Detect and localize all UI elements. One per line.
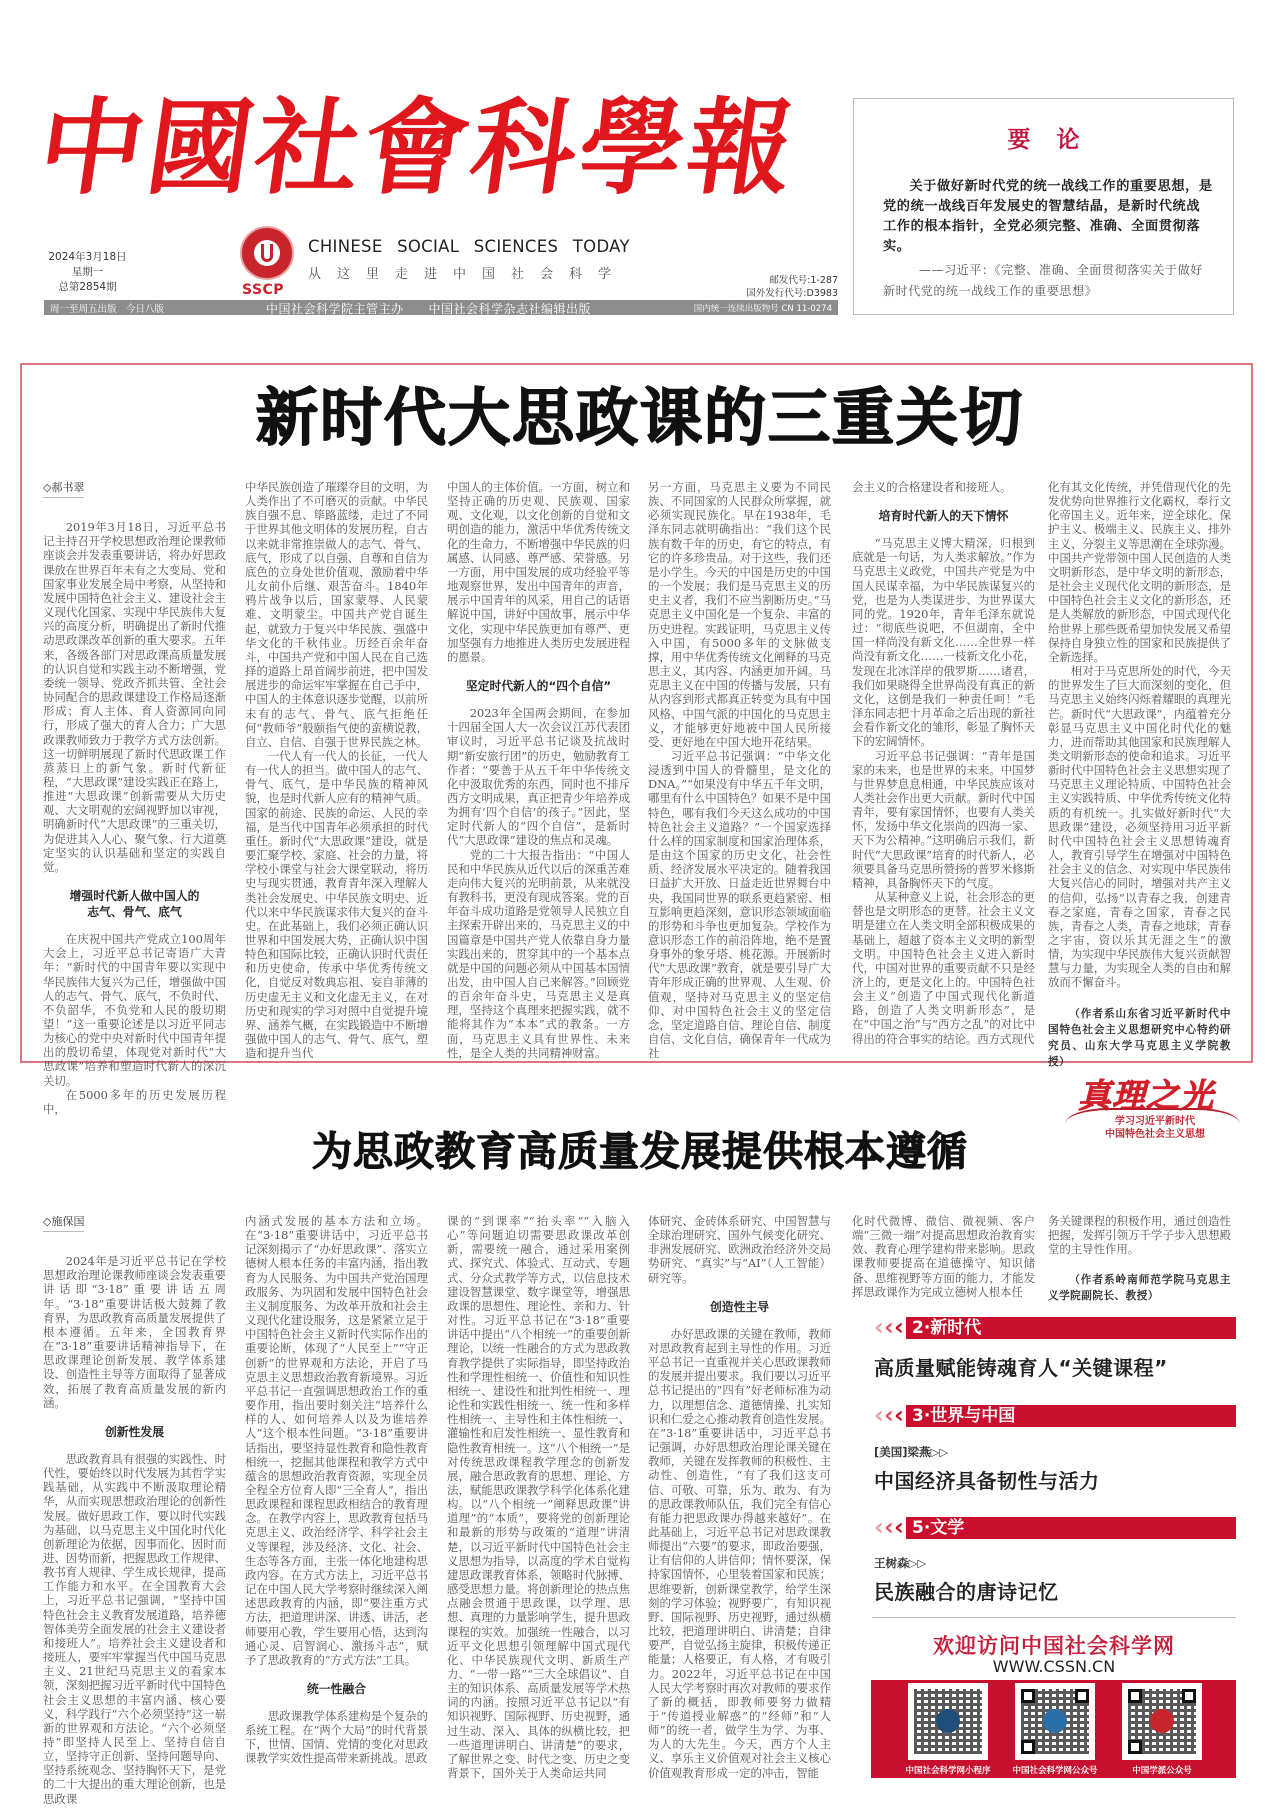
section-headline-link[interactable]: 民族融合的唐诗记忆	[874, 1580, 1059, 1604]
section-label: 5·文学	[912, 1518, 965, 1538]
publish-schedule: 周一至周五出版 今日八版	[50, 304, 165, 315]
qr-code-band	[871, 1680, 1236, 1778]
article-column	[245, 480, 428, 1060]
paragraph: 化时代微博、微信、微视频、客户端“三微一端”对提高思想政治教育实效、教育心理学建构带来影响。思政课教师要提高在道德操守、知识储备、思维视野等方面的能力，才能发挥思政课作为完成立德树人根本任	[852, 1214, 1035, 1299]
sscp-label: SSCP	[242, 282, 285, 298]
section-subheading: 统一性融合	[307, 1682, 366, 1696]
paragraph: 2024年是习近平总书记在学校思想政治理论课教师座谈会发表重要讲话即“3·18”重要讲话五周年。“3·18”重要讲话极大鼓舞了教育界，为思政教育高质量发展提供了根本遵循。五年来，全国教育界在“3·18”重要讲话精神指导下，在思政课理论创新发展、教学体系建设、创造性主导等方面取得了显著成效，拓展了教育高质量发展的新内涵。	[43, 1254, 226, 1410]
section-subheading: 增强时代新人做中国人的 志气、骨气、底气	[69, 889, 200, 920]
overseas-code: 国外发行代号:D3983	[746, 288, 838, 299]
article-column	[245, 1214, 428, 1766]
section-author: 王树森▷▷	[874, 1556, 927, 1570]
paragraph: 思政课教学体系建构是个复杂的系统工程。在“两个大局”的时代背景下，世情、国情、党情的变化对思政课教学实效性提高带来新挑战。思政	[245, 1709, 428, 1766]
article-column	[648, 480, 831, 1060]
lead-article-headline[interactable]: 新时代大思政课的三重关切	[255, 381, 1024, 454]
article-column	[43, 480, 226, 1116]
key-quote-title: 要论	[1007, 127, 1106, 153]
qr-code-label: 中国社会科学网小程序	[905, 1766, 991, 1776]
paragraph: 务关键课程的积极作用，通过创造性把握，发挥引领万千学子步入思想殿堂的主导性作用。	[1048, 1214, 1231, 1257]
qr-code[interactable]	[1122, 1683, 1202, 1760]
paragraph: “马克思主义博大精深，归根到底就是一句话，为人类求解放。”作为马克思主义政党，中国共产党是为中国人民谋幸福，为中华民族谋复兴的党，也是为人类谋进步、为世界谋大同的党。1920年，青年毛泽东就说过：“彻底些说吧，不但湖南，全中国一样尚没有新文化……全世界一样尚没有新文化……一枝新文化小花，发现在北冰洋岸的俄罗斯……诸君，我们如果晓得全世界尚没有真正的新文化，这倒是我们一种责任呵！”毛泽东同志把十月革命之后出现的新社会看作新文化的雏形，彰显了胸怀天下的宏阔情怀。	[852, 536, 1035, 749]
publisher-bar	[44, 300, 838, 315]
paragraph: 在庆祝中国共产党成立100周年大会上，习近平总书记寄语广大青年：“新时代的中国青年要以实现中华民族伟大复兴为己任，增强做中国人的志气、骨气、底气，不负时代、不负韶华，不负党和人民的殷切期望！”这一重要论述是以习近平同志为核心的党中央对新时代中国青年提出的殷切希望，体现党对新时代“大思政课”培养和塑造时代新人的深沉关切。	[43, 932, 226, 1088]
section-banner[interactable]	[872, 1401, 1236, 1429]
double-chevron-left-icon: ‹ ‹ ‹	[872, 1405, 906, 1427]
double-chevron-left-icon: ‹ ‹ ‹	[872, 1517, 906, 1539]
article-column	[648, 1214, 831, 1780]
qr-code-label: 中国社会科学网公众号	[1012, 1766, 1098, 1776]
section-subheading: 创造性主导	[710, 1299, 769, 1314]
paragraph: 内涵式发展的基本方法和立场。在“3·18”重要讲话中，习近平总书记深刻揭示了“办好思政课”、落实立德树人根本任务的丰富内涵，指出教育为人民服务、为中国共产党治国理政服务、为巩固和发展中国特色社会主义制度服务、为改革开放和社会主义现代化建设服务，这是紧紧立足于中国特色社会主义新时代实际作出的重要论断，体现了“人民至上”“守正创新”的世界观和方法论，开启了马克思主义思想政治教育新境界。习近平总书记一直强调思想政治工作的重要作用，指出要时刻关注“培养什么样的人、如何培养人以及为谁培养人”这个根本性问题。“3·18”重要讲话指出，要坚持显性教育和隐性教育相统一，挖掘其他课程和教学方式中蕴含的思想政治教育资源，实现全员全程全方位育人即“三全育人”，指出思政课程和课程思政相结合的教育理念。在教学内容上，思政教育包括马克思主义、政治经济学、科学社会主义等课程，涉及经济、文化、社会、生态等各方面，主张一体化地建构思政内容。在方式方法上，习近平总书记在中国人民大学考察时继续深入阐述思政教育的内涵，即“要注重方式方法，把道理讲深、讲透、讲活，老师要用心教，学生要用心悟，达到沟通心灵、启智润心、激扬斗志”，赋予了思政教育的“方式方法”工具。	[245, 1214, 428, 1667]
section-author: [美国]梁燕▷▷	[874, 1445, 949, 1459]
english-title: CHINESE SOCIAL SCIENCES TODAY	[308, 237, 630, 256]
website-url[interactable]: WWW.CSSN.CN	[992, 1657, 1116, 1676]
paragraph: 2019年3月18日，习近平总书记主持召开学校思想政治理论课教师座谈会并发表重要讲话，将办好思政课放在世界百年未有之大变局、党和国家事业发展全局中考察，从坚持和发展中国特色社会主义、建设社会主义现代化国家、实现中华民族伟大复兴的高度分析，明确提出了新时代推动思政课改革创新的重大要求。五年来，各级各部门对思政课高质量发展的认识自觉和实践主动不断增强，党委统一领导、党政齐抓共管、全社会协同配合的思政课建设工作格局逐渐形成；育人主体、育人资源同向同行，形成了强大的育人合力；广大思政课教师致力于教学方式方法创新。这一切鲜明展现了新时代思政课工作蒸蒸日上的新气象。新时代新征程，“大思政课”建设实践正在路上，推进“大思政课”创新需要从大历史观、大文明观的宏阔视野加以审视，明确新时代“大思政课”的三重关切，为促进其入人心、聚气象、行大道奠定坚实的认识基础和坚定的实践自觉。	[43, 520, 226, 874]
qr-code-label: 中国学派公众号	[1132, 1766, 1192, 1776]
second-article-headline[interactable]: 为思政教育高质量发展提供根本遵循	[312, 1129, 968, 1175]
paragraph: 在5000多年的历史发展历程中，	[43, 1087, 226, 1116]
slogan: 从这里走进中国社会科学	[308, 267, 628, 282]
subtitle-line: 中国特色社会主义思想	[1105, 1129, 1205, 1140]
postal-codes	[746, 274, 838, 300]
article-column	[447, 480, 630, 1060]
issue-date-block	[40, 250, 135, 295]
qr-code[interactable]	[1015, 1683, 1095, 1760]
section-headline-link[interactable]: 高质量赋能铸魂育人“关键课程”	[874, 1356, 1168, 1380]
article-column	[852, 1214, 1035, 1299]
column-brand-title: 真理之光	[1078, 1076, 1214, 1115]
section-banner[interactable]	[872, 1313, 1236, 1341]
author-note: （作者系岭南师范学院马克思主义学院副院长、教授）	[1048, 1274, 1231, 1303]
paragraph: 办好思政课的关键在教师，教师对思政教育起到主导性的作用。习近平总书记一直重视并关心思政课教师的发展并提出要求。我们要以习近平总书记提出的“四有”好老师标准为动力，以理想信念、道德情操、扎实知识和仁爱之心推动教育创造性发展。在“3·18”重要讲话中，习近平总书记强调，办好思想政治理论课关键在教师，关键在发挥教师的积极性、主动性、创造性，“有了我们这支可信、可敬、可靠，乐为、敢为、有为的思政课教师队伍，我们完全有信心有能力把思政课办得越来越好”。在此基础上，习近平总书记对思政课教师提出“六要”的要求，即政治要强，让有信仰的人讲信仰；情怀要深，保持家国情怀，心里装着国家和民族；思维要新，创新课堂教学，给学生深刻的学习体验；视野要广，有知识视野、国际视野、历史视野，通过纵横比较，把道理讲明白、讲清楚；自律要严，自觉弘扬主旋律，积极传递正能量；人格要正，有人格，才有吸引力。2022年，习近平总书记在中国人民大学考察时再次对教师的要求作了新的概括，即教师要努力做精于“传道授业解惑”的“经师”和“人师”的统一者，做学生为学、为事、为人的大先生。今天，西方个人主义、享乐主义价值观对社会主义核心价值观教育形成一定的冲击，智能	[648, 1326, 831, 1780]
paragraph: 中国人的主体价值。一方面，树立和坚持正确的历史观、民族观、国家观、文化观，以文化创新的自觉和文明创造的能力，激活中华优秀传统文化的生命力，不断增强中华民族的归属感、认同感、尊严感、荣誉感。另一方面，用中国发展的成功经验平等地观察世界，发出中国青年的声音，展示中国青年的风采，用自己的话语解说中国，讲好中国故事，展示中华文化，实现中华民族更加有尊严、更加坚强有力地推进人类历史发展进程的愿景。	[447, 480, 630, 664]
paragraph: 习近平总书记强调：“青年是国家的未来，也是世界的未来。中国梦与世界梦息息相通，中华民族应该对人类社会作出更大贡献。新时代中国青年，要有家国情怀，也要有人类关怀，发扬中华文化崇尚的四海一家、天下为公精神。”这明确启示我们，新时代“大思政课”培育的时代新人，必须要具备马克思所赞扬的普罗米修斯精神，具备胸怀天下的气度。	[852, 748, 1035, 890]
publisher-info: 中国社会科学院主管主办 中国社会科学杂志社编辑出版	[266, 302, 592, 316]
paragraph: 习近平总书记强调：“中华文化浸透到中国人的骨髓里，是文化的DNA。”“如果没有中华五千年文明，哪里有什么中国特色？如果不是中国特色，哪有我们今天这么成功的中国特色社会主义道路？”一个国家选择什么样的国家制度和国家治理体系，是由这个国家的历史文化、社会性质、经济发展水平决定的。随着我国日益扩大开放、日益走近世界舞台中央，我国同世界的联系更趋紧密、相互影响更趋深刻，意识形态领域面临的形势和斗争也更加复杂。学校作为意识形态工作的前沿阵地，绝不是置身事外的象牙塔、桃花源。开展新时代“大思政课”教育，就是要引导广大青年形成正确的世界观、人生观、价值观，坚持对马克思主义的坚定信仰、对中国特色社会主义的坚定信念，坚定道路自信、理论自信、制度自信、文化自信，确保青年一代成为社	[648, 748, 831, 1061]
divider	[872, 1617, 1236, 1618]
section-subheading: 坚定时代新人的“四个自信”	[465, 679, 612, 694]
issue-date: 2024年3月18日	[48, 251, 127, 263]
postal-code: 邮发代号:1-287	[769, 275, 838, 286]
qr-code[interactable]	[908, 1683, 988, 1760]
section-banner[interactable]	[872, 1513, 1236, 1541]
subtitle-line: 学习习近平新时代	[1115, 1116, 1195, 1127]
key-quote-source: ——习近平：《完整、准确、全面贯彻落实关于做好新时代党的统一战线工作的重要思想》	[883, 263, 1203, 298]
author-note: （作者系山东省习近平新时代中国特色社会主义思想研究中心特约研究员、山东大学马克思主义学院教授）	[1048, 1007, 1231, 1068]
article-column	[1048, 1214, 1231, 1304]
key-quote-box	[853, 98, 1234, 315]
section-subheading: 创新性发展	[105, 1424, 164, 1439]
paragraph: 思政教育具有很强的实践性、时代性，要始终以时代发展为其哲学实践基础，从实践中不断汲取理论精华，从而实现思想政治理论的创新性发展。做好思政工作，要以时代实践为基础，以马克思主义中国化时代化创新理论为依据，因事而化、因时而进、因势而新，把握思政工作规律、教书育人规律、学生成长规律，提高工作能力和水平。在全国教育大会上，习近平总书记强调，“坚持中国特色社会主义教育发展道路，培养德智体美劳全面发展的社会主义建设者和接班人”。培养社会主义建设者和接班人，要牢牢掌握当代中国马克思主义、21世纪马克思主义的看家本领，深刻把握习近平新时代中国特色社会主义思想的丰富内涵、核心要义，科学践行“六个必须坚持”这一崭新的世界观和方法论。“六个必须坚持”即坚持人民至上、坚持自信自立，坚持守正创新、坚持问题导向、坚持系统观念、坚持胸怀天下，是党的二十大提出的重大理论创新，也是思政课	[43, 1451, 226, 1806]
issue-number: 总第2854期	[58, 281, 117, 293]
paragraph: 体研究、金砖体系研究、中国智慧与全球治理研究、国外气候变化研究、非洲发展研究、欧洲政治经济外交局势研究、“真实”与“AI”（人工智能）研究等。	[648, 1214, 831, 1285]
paragraph: 中华民族创造了璀璨夺目的文明，为人类作出了不可磨灭的贡献。中华民族自强不息、筚路蓝缕，走过了不同于世界其他文明体的发展历程，自古以来就非常推崇做人的志气、骨气、底气，形成了以自强、自尊和自信为底色的立身处世价值观，激励着中华儿女前仆后继、艰苦奋斗。1840年鸦片战争以后，国家蒙辱、人民蒙难、文明蒙尘。中国共产党自诞生起，就致力于复兴中华民族、强盛中华文化的千秋伟业。历经百余年奋斗，中国共产党和中国人民在自己选择的道路上昂首阔步前进，把中国发展进步的命运牢牢掌握在自己手中，中国人的主体意识逐步觉醒，以前所未有的志气、骨气、底气拒绝任何“教师爷”般颐指气使的蛮横说教，自立、自信、自强于世界民族之林。	[245, 480, 428, 749]
section-label: 3·世界与中国	[912, 1406, 1016, 1426]
article-column	[43, 1214, 226, 1806]
issue-weekday: 星期一	[71, 266, 104, 278]
paragraph: 2023年全国两会期间，在参加十四届全国人大一次会议江苏代表团审议时，习近平总书记谈及抗战时期“新安旅行团”的历史，勉励教育工作者：“要善于从五千年中华传统文化中汲取优秀的东西，同时也不排斥西方文明成果，真正把青少年培养成为拥有‘四个自信’的孩子。”因此，坚定时代新人的“四个自信”，是新时代“大思政课”建设的焦点和灵魂。	[447, 706, 630, 848]
paragraph: 会主义的合格建设者和接班人。	[852, 480, 1012, 494]
article-column	[1048, 480, 1231, 1070]
paragraph: 从某种意义上说，社会形态的更替也是文明形态的更替。社会主义文明是建立在人类文明全部积极成果的基础上，超越了资本主义文明的新型文明。中国特色社会主义进入新时代，中国对世界的重要贡献不只是经济上的，更是文化上的。中国特色社会主义“创造了中国式现代化新道路，创造了人类文明新形态”，是在“中国之治”与“西方之乱”的对比中得出的符合事实的结论。西方式现代	[852, 890, 1035, 1046]
section-label: 2·新时代	[912, 1318, 982, 1338]
paragraph: 课的“到课率”“抬头率”“入脑入心”等问题迫切需要思政课改革创新，需要统一融合，通过采用案例式、探究式、体验式、互动式、专题式、分众式教学等方式，以信息技术建设智慧课堂、数字课堂等，增强思政课的思想性、理论性、亲和力、针对性。习近平总书记在“3·18”重要讲话中提出“八个相统一”的重要创新理论，以统一性融合的方式为思政教育教学提供了实际指导，即坚持政治性和学理性相统一、价值性和知识性相统一、建设性和批判性相统一、理论性和实践性相统一、统一性和多样性相统一、主导性和主体性相统一、灌输性和启发性相统一、显性教育和隐性教育相统一。这“八个相统一”是对传统思政课程教学理念的创新发展，融合思政教育的思想、理论、方法，赋能思政课教学科学化体系化建构。以“八个相统一”阐释思政课“讲道理”的“本质”，要将党的创新理论和最新的形势与政策的“道理”讲清楚，以习近平新时代中国特色社会主义思想为指导，以高度的学术自觉构建思政课教育体系，领略时代脉搏、感受思想力量。将创新理论的热点焦点融会贯通于思政课，以学理、思想、真理的力量影响学生，提升思政课程的实效。加强统一性融合，以习近平文化思想引领理解中国式现代化、中华民族现代文明、新质生产力、“一带一路”“三大全球倡议”、自主的知识体系、高质量发展等学术热词的内涵。按照习近平总书记以“有知识视野、国际视野、历史视野，通过生动、深入、具体的纵横比较，把一些道理讲明白、讲清楚”的要求，了解世界之变、时代之变、历史之变背景下，国外关于人类命运共同	[447, 1214, 630, 1781]
sscp-seal-icon	[240, 226, 294, 280]
website-promo: 欢迎访问中国社会科学网	[933, 1634, 1175, 1658]
newspaper-logo: 中國社會科學報	[31, 86, 805, 209]
paragraph: 党的二十大报告指出：“中国人民和中华民族从近代以后的深重苦难走向伟大复兴的光明前景，从来就没有教科书，更没有现成答案。党的百年奋斗成功道路是党领导人民独立自主探索开辟出来的，马克思主义的中国篇章是中国共产党人依靠自身力量实践出来的，贯穿其中的一个基本点就是中国的问题必须从中国基本国情出发，由中国人自己来解答。”回顾党的百余年奋斗史，马克思主义是真理，坚持这个真理来把握实践，就不能将其作为“本本”式的教条。一方面，马克思主义具有世界性、未来性，是全人类的共同精神财富。	[447, 847, 630, 1060]
paragraph: 化有其文化传统，并凭借现代化的先发优势向世界推行文化霸权，奉行文化帝国主义。近年来，逆全球化、保护主义、极端主义、民族主义、排外主义、分裂主义等思潮在全球弥漫。中国共产党带领中国人民创造的人类文明新形态，是中华文明的新形态，是社会主义现代化文明的新形态，是中国特色社会主义文化的新形态，还是人类解放的新形态，中国式现代化给世界上那些既希望加快发展又希望保持自身独立性的国家和民族提供了全新选择。	[1048, 480, 1231, 664]
double-chevron-left-icon: ‹ ‹ ‹	[872, 1317, 906, 1339]
section-subheading: 培育时代新人的天下情怀	[878, 509, 1009, 524]
paragraph: 一代人有一代人的长征，一代人有一代人的担当。做中国人的志气、骨气、底气，是中华民族的精神风貌，也是时代新人应有的精神气质。国家的前途、民族的命运、人民的幸福，是当代中国青年必须承担的时代重任。新时代“大思政课”建设，就是要汇聚学校、家庭、社会的力量，将学校小课堂与社会大课堂联动，将历史与现实贯通，教育青年深入理解人类社会发展史、中华民族文明史、近代以来中华民族谋求伟大复兴的奋斗史。在此基础上，我们必须正确认识世界和中国发展大势，正确认识中国特色和国际比较，正确认识时代责任和历史使命，传承中华优秀传统文化，自觉反对数典忘祖、妄自菲薄的历史虚无主义和文化虚无主义，在对历史和现实的学习对照中自觉提升境界、涵养气概，在实践锻造中不断增强做中国人的志气、骨气、底气，塑造和提升当代	[245, 748, 428, 1061]
article-column	[852, 480, 1035, 1046]
article-column	[447, 1214, 630, 1780]
serial-number: 国内统一连续出版物号 CN 11-0274	[693, 304, 832, 314]
author-byline: ◇施保国	[43, 1215, 84, 1232]
key-quote-body: 关于做好新时代党的统一战线工作的重要思想，是党的统一战线百年发展史的智慧结晶，是新时代统战工作的根本指针，全党必须完整、准确、全面贯彻落实。	[883, 179, 1213, 254]
author-byline: ◇郝书翠	[43, 481, 84, 498]
paragraph: 相对于马克思所处的时代，今天的世界发生了巨大而深刻的变化，但马克思主义始终闪烁着耀眼的真理光芒。新时代“大思政课”，内蕴着充分彰显马克思主义中国化时代化的魅力，进而帮助其他国家和民族理解人类文明新形态的使命和追求。习近平新时代中国特色社会主义思想实现了马克思主义理论特质、中国特色社会主义实践特质、中华优秀传统文化特质的有机统一。扎实做好新时代“大思政课”建设，必须坚持用习近平新时代中国特色社会主义思想铸魂育人，教育引导学生在增强对中国特色社会主义的信念、对实现中华民族伟大复兴信心的同时，增强对共产主义的信仰，弘扬“以青春之我，创建青春之家庭，青春之国家，青春之民族，青春之人类，青春之地球，青春之宇宙，资以乐其无涯之生”的激情，为实现中华民族伟大复兴贡献智慧与力量，为实现全人类的自由和解放而不懈奋斗。	[1048, 664, 1231, 990]
paragraph: 另一方面，马克思主义要为不同民族、不同国家的人民群众所掌握，就必须实现民族化。早在1938年，毛泽东同志就明确指出：“我们这个民族有数千年的历史，有它的特点，有它的许多珍贵品。对于这些，我们还是小学生。今天的中国是历史的中国的一个发展；我们是马克思主义的历史主义者，我们不应当割断历史。”马克思主义中国化是一个复杂、丰富的历史进程。实践证明，马克思主义传入中国，有5000多年的文脉做支撑，用中华优秀传统文化阐释的马克思主义，其内容、内涵更加开阔。马克思主义在中国的传播与发展，只有从内容到形式都真正转变为具有中国风格、中国气派的中国化的马克思主义，才能够更好地被中国人民所接受、更好地在中国大地开花结果。	[648, 480, 831, 749]
section-headline-link[interactable]: 中国经济具备韧性与活力	[874, 1469, 1100, 1493]
